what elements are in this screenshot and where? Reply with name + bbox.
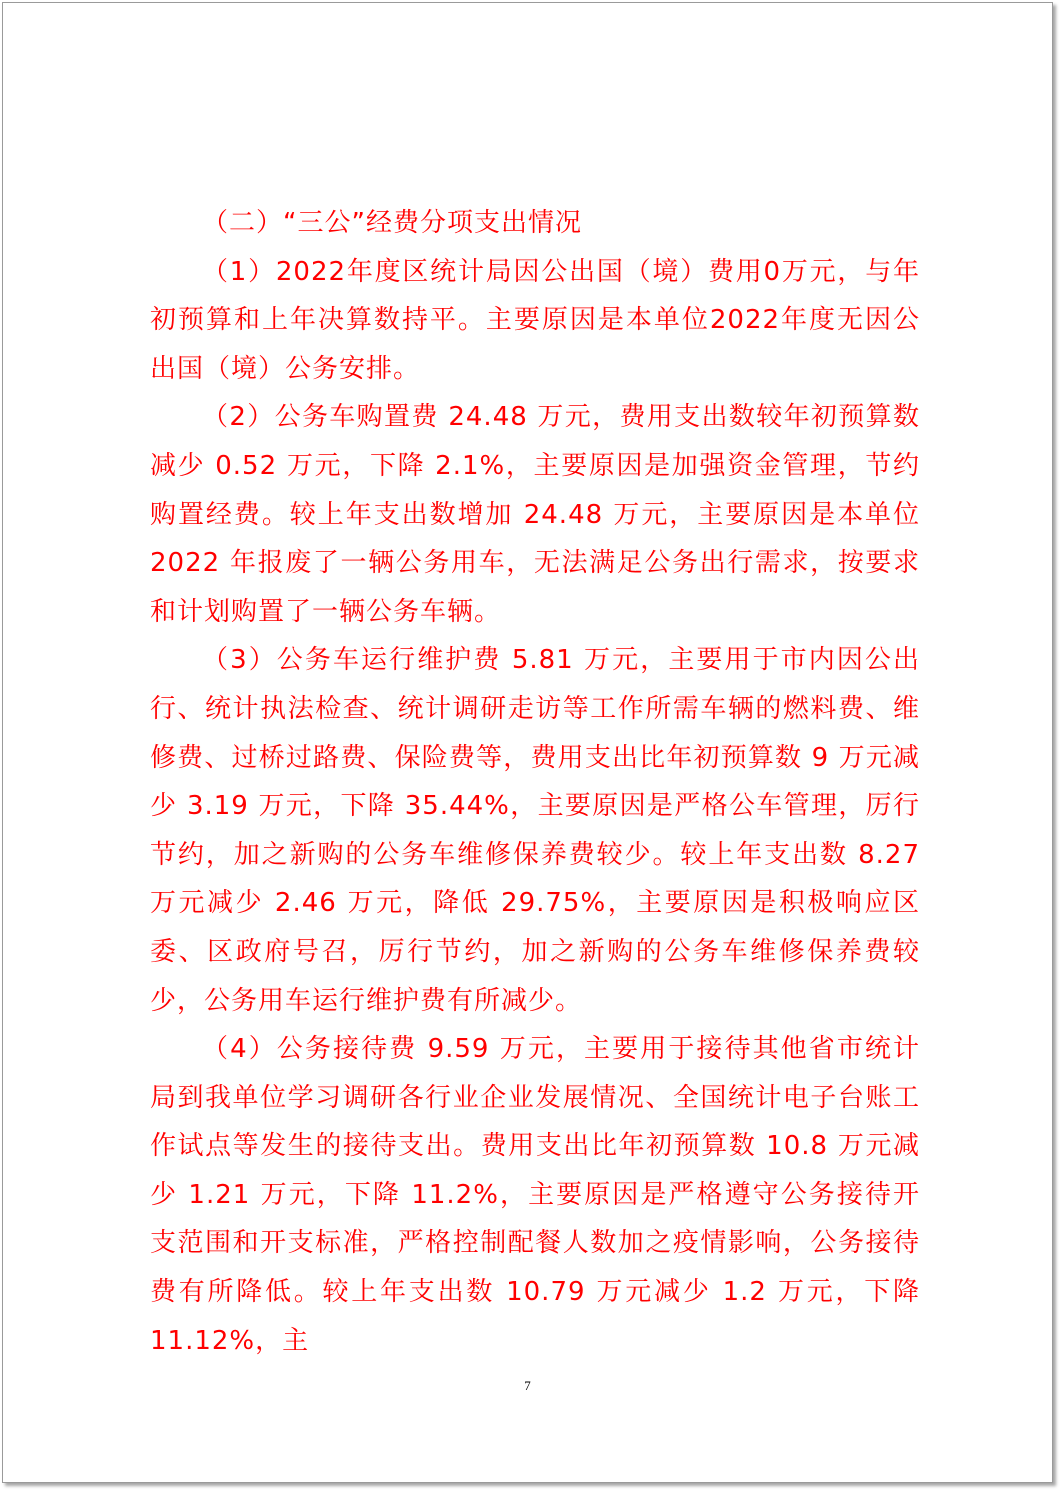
paragraph-2: （2）公务车购置费 24.48 万元，费用支出数较年初预算数减少 0.52 万元，下降 2.1%，主要原因是加强资金管理，节约购置经费。较上年支出数增加 24.48 万元，主要原因是本单位 2022 年报废了一辆公务用车，无法满足公务出行需求，按要求和计划购置了一辆公务车辆。 bbox=[150, 402, 920, 627]
paragraph-1: （1）2022年度区统计局因公出国（境）费用0万元，与年初预算和上年决算数持平。主要原因是本单位2022年度无因公出国（境）公务安排。 bbox=[150, 256, 920, 384]
page-number: 7 bbox=[524, 1378, 531, 1393]
section-heading: （二）“三公”经费分项支出情况 bbox=[202, 208, 582, 238]
paragraph-3: （3）公务车运行维护费 5.81 万元，主要用于市内因公出行、统计执法检查、统计调研走访等工作所需车辆的燃料费、维修费、过桥过路费、保险费等，费用支出比年初预算数 9 万元减少 3.19 万元，下降 35.44%，主要原因是严格公车管理，厉行节约，加之新购的公务车维修保养费较少。较上年支出数 8.27 万元减少 2.46 万元，降低 29.75%，主要原因是积极响应区委、区政府号召，厉行节约，加之新购的公务车维修保养费较少，公务用车运行维护费有所减少。 bbox=[150, 645, 920, 1016]
paragraph-4: （4）公务接待费 9.59 万元，主要用于接待其他省市统计局到我单位学习调研各行业企业发展情况、全国统计电子台账工作试点等发生的接待支出。费用支出比年初预算数 10.8 万元减少 1.21 万元，下降 11.2%，主要原因是严格遵守公务接待开支范围和开支标准，严格控制配餐人数加之疫情影响，公务接待费有所降低。较上年支出数 10.79 万元减少 1.2 万元，下降 11.12%，主 bbox=[150, 1034, 920, 1356]
document-page bbox=[2, 2, 1053, 1483]
document-body bbox=[150, 199, 920, 1365]
